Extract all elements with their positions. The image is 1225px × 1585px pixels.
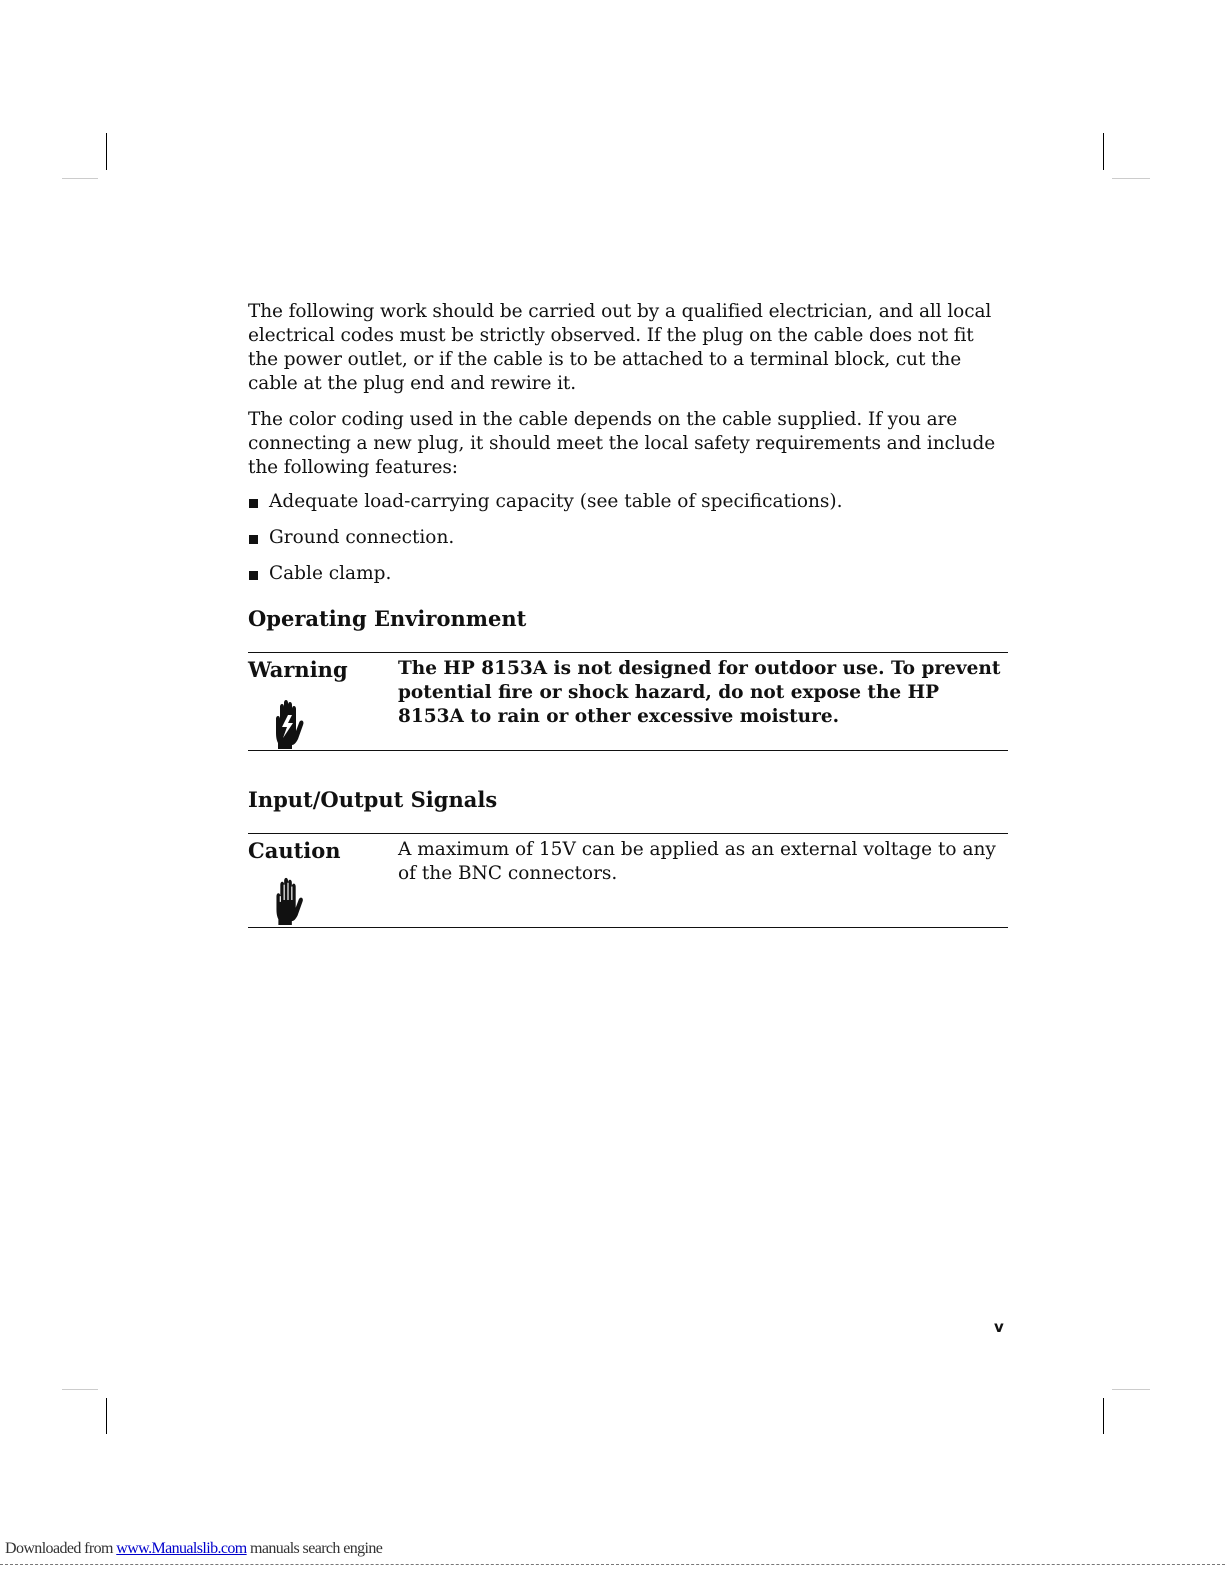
page-content: [248, 300, 1008, 928]
list-item: Adequate load-carrying capacity (see table of specifications).: [248, 490, 1008, 514]
crop-line-bottom-left: [62, 1389, 98, 1390]
intro-paragraph: The following work should be carried out by a qualified electrician, and all local electrical codes must be strictly observed. If the plug on the cable does not fit the power outlet, or if the cable is to be attached to a terminal block, cut the cable at the plug end and rewire it.: [248, 301, 992, 394]
bullet-square-icon: [249, 535, 258, 544]
footer: [5, 1540, 382, 1558]
list-item: Ground connection.: [248, 526, 1008, 550]
warning-label: Warning: [248, 657, 348, 682]
crop-line-bottom-right: [1112, 1389, 1150, 1390]
warning-box: [248, 652, 1008, 751]
footer-prefix: Downloaded from: [5, 1540, 117, 1557]
crop-mark-bottom-right: [1103, 1398, 1104, 1434]
crop-line-top-left: [62, 178, 98, 179]
crop-mark-top-right: [1103, 133, 1104, 170]
caution-box: [248, 833, 1008, 928]
crop-mark-top-left: [106, 133, 107, 170]
caution-text: A maximum of 15V can be applied as an external voltage to any of the BNC connectors.: [398, 839, 996, 884]
page-number: v: [994, 1318, 1004, 1336]
crop-mark-bottom-left: [106, 1398, 107, 1434]
input-output-signals-heading: Input/Output Signals: [248, 787, 498, 812]
feature-list: [248, 490, 1008, 586]
warning-text: The HP 8153A is not designed for outdoor use. To prevent potential fire or shock hazard, do not expose the HP 8153A to rain or other excessive moisture.: [398, 658, 1001, 727]
manualslib-link[interactable]: www.Manualslib.com: [116, 1540, 247, 1557]
bullet-square-icon: [249, 571, 258, 580]
caution-label: Caution: [248, 838, 341, 863]
hand-stop-icon: [272, 875, 304, 925]
hand-lightning-icon: [272, 697, 304, 749]
color-coding-paragraph: The color coding used in the cable depends on the cable supplied. If you are connecting a new plug, it should meet the local safety requirements and include the following features:: [248, 409, 996, 478]
operating-environment-heading: Operating Environment: [248, 606, 527, 631]
footer-suffix: manuals search engine: [246, 1540, 383, 1557]
bullet-square-icon: [249, 499, 258, 508]
crop-line-top-right: [1112, 178, 1150, 179]
list-item: Cable clamp.: [248, 562, 1008, 586]
footer-divider: [0, 1564, 1225, 1565]
